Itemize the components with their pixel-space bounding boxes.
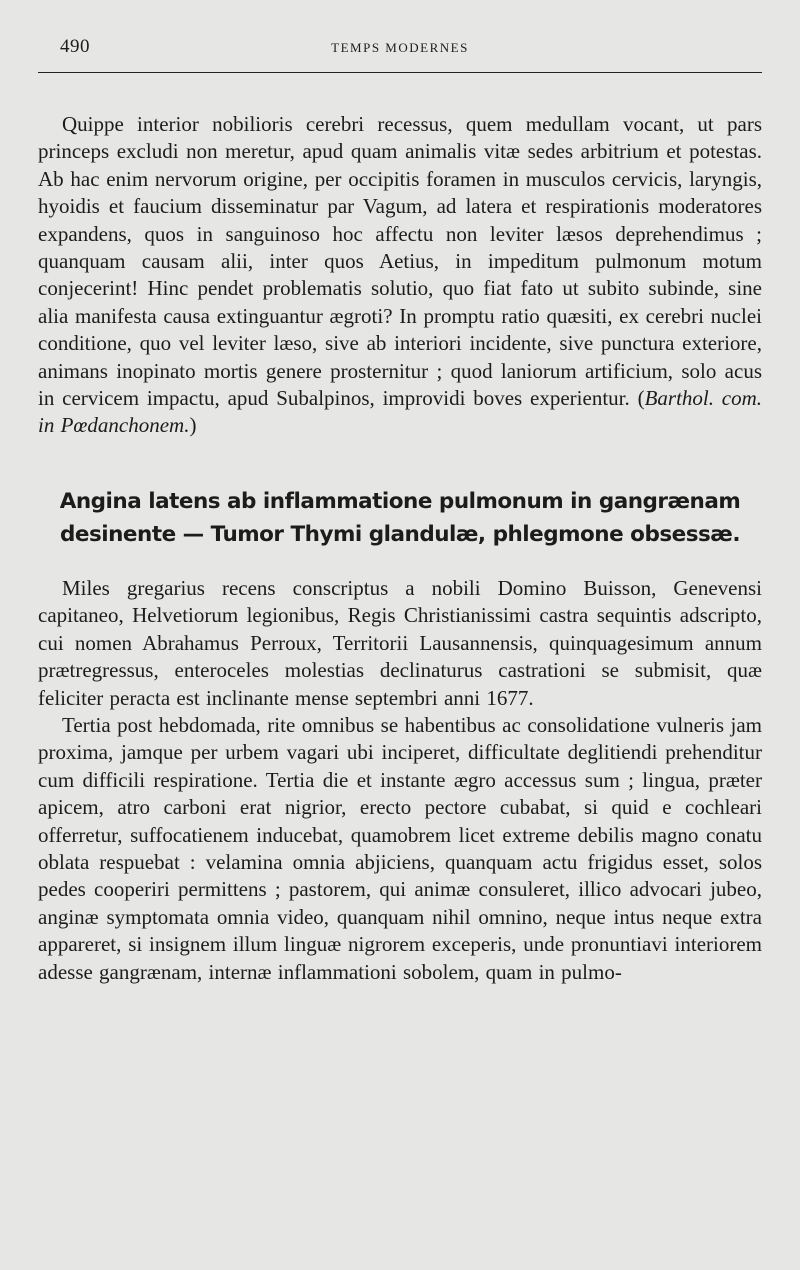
running-title: TEMPS MODERNES — [331, 40, 469, 55]
paragraph-1-text: Quippe interior nobilioris cerebri recessus, quem medullam vocant, ut pars princeps excludi non meretur, apud quam animalis vitæ sedes arbitrium et potestas. Ab hac enim nervorum origine, per occipitis foramen in musculos cervicis, laryngis, hyoidis et faucium disseminatur par Vagum, ad latera et respirationis moderatores expandens, quos in sanguinoso hoc affectu non leviter læsos deprehendimus ; quanquam causam alii, inter quos Aetius, in impeditum pulmonum motum conjecerint! Hinc pendet problematis solutio, quo fiat fato ut subito subinde, sine alia manifesta causa extinguantur ægroti? In promptu ratio quæsiti, ex cerebri nuclei conditione, quo vel leviter læso, sive ab interiori incidente, sive punctura exteriore, animans inopinato mortis genere prosternitur ; quod laniorum artificium, solo acus in cervicem impactu, apud Subalpinos, improvidi boves experientur. — [38, 112, 762, 411]
citation-close: ) — [189, 413, 197, 438]
section-heading-line-2: desinente — Tumor Thymi glandulæ, phlegmone obsessæ. — [59, 521, 740, 547]
page-number: 490 — [60, 36, 90, 57]
body-text — [38, 111, 762, 986]
citation-open: ( — [637, 386, 645, 411]
header-rule — [38, 72, 762, 73]
paragraph-3: Tertia post hebdomada, rite omnibus se habentibus ac consolidatione vulneris jam proxima, jamque per urbem vagari ubi inciperet, difficultate deglitiendi prehenditur cum difficili respiratione. Tertia die et instante ægro accessus sum ; lingua, præter apicem, atro carboni erat nigrior, erecto pectore cubabat, si quid e cochleari offerretur, suffocatienem inducebat, quamobrem licet extreme debilis magno conatu oblata respuebat : velamina omnia abjiciens, quanquam actu frigidus esset, solos pedes cooperiri permittens ; pastorem, qui animæ consuleret, illico advocari jubeo, anginæ symptomata omnia video, quanquam nihil omnino, neque intus neque extra appareret, si insignem illum linguæ nigrorem exceperis, unde pronuntiavi interiorem adesse gangrænam, internæ inflammationi sobolem, quam in pulmo- — [38, 712, 762, 984]
paragraph-2: Miles gregarius recens conscriptus a nobili Domino Buisson, Genevensi capitaneo, Helvetiorum legionibus, Regis Christianissimi castra sequintis adscripto, cui nomen Abrahamus Perroux, Territorii Lausannensis, quinquagesimum annum prætregressus, enteroceles molestias declinaturus castrationi se submisit, quæ feliciter peracta est inclinante mense septembri anni 1677. — [38, 575, 762, 710]
section-heading-line-1: Angina latens ab inflammatione pulmonum in gangrænam — [59, 488, 741, 514]
paragraph-1 — [38, 111, 762, 440]
citation: Barthol. com. in Pœdanchonem. — [38, 386, 763, 438]
page-header — [38, 34, 762, 62]
section-heading — [38, 485, 762, 551]
